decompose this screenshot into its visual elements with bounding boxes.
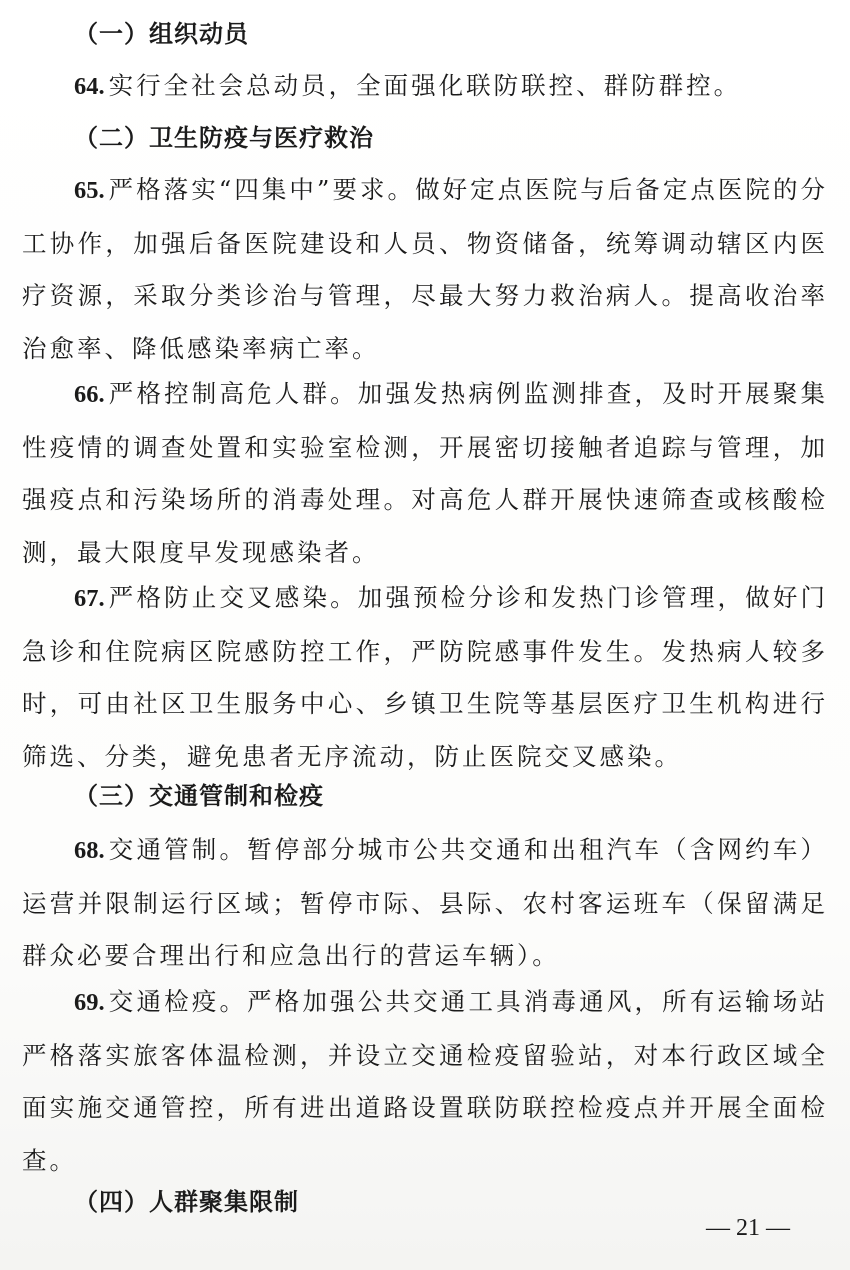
item-number: 69. bbox=[74, 989, 105, 1016]
item-text: 实行全社会总动员，全面强化联防联控、群防群控。 bbox=[108, 71, 742, 100]
item-text: 交通检疫。严格加强公共交通工具消毒通风，所有运输场站严格落实旅客体温检测，并设立交通检疫留验站，对本行政区域全面实施交通管控，所有进出道路设置联防联控检疫点并开展全面检查。 bbox=[22, 987, 828, 1176]
item-number: 67. bbox=[74, 585, 105, 612]
section-heading-traffic: （三）交通管制和检疫 bbox=[74, 782, 324, 810]
paragraph-item-68 bbox=[22, 824, 828, 983]
paragraph-item-69 bbox=[22, 976, 828, 1188]
item-text: 严格控制高危人群。加强发热病例监测排查，及时开展聚集性疫情的调查处置和实验室检测，开展密切接触者追踪与管理，加强疫点和污染场所的消毒处理。对高危人群开展快速筛查或核酸检测，最大限度早发现感染者。 bbox=[22, 379, 828, 568]
page-number: — 21 — bbox=[706, 1215, 790, 1241]
item-number: 64. bbox=[74, 73, 105, 100]
paragraph-item-66 bbox=[22, 368, 828, 580]
section-heading-gathering: （四）人群聚集限制 bbox=[74, 1188, 299, 1216]
item-text: 交通管制。暂停部分城市公共交通和出租汽车（含网约车）运营并限制运行区域；暂停市际、县际、农村客运班车（保留满足群众必要合理出行和应急出行的营运车辆）。 bbox=[22, 835, 828, 971]
item-number: 65. bbox=[74, 177, 105, 204]
item-text: 严格落实“四集中”要求。做好定点医院与后备定点医院的分工协作，加强后备医院建设和人员、物资储备，统筹调动辖区内医疗资源，采取分类诊治与管理，尽最大努力救治病人。提高收治率治愈率、降低感染率病亡率。 bbox=[22, 175, 828, 364]
item-number: 68. bbox=[74, 837, 105, 864]
paragraph-item-67 bbox=[22, 572, 828, 784]
item-number: 66. bbox=[74, 381, 105, 408]
section-heading-organization: （一）组织动员 bbox=[74, 20, 249, 48]
item-text: 严格防止交叉感染。加强预检分诊和发热门诊管理，做好门急诊和住院病区院感防控工作，严防院感事件发生。发热病人较多时，可由社区卫生服务中心、乡镇卫生院等基层医疗卫生机构进行筛选、分类，避免患者无序流动，防止医院交叉感染。 bbox=[22, 583, 828, 772]
paragraph-item-65 bbox=[22, 164, 828, 376]
section-heading-medical: （二）卫生防疫与医疗救治 bbox=[74, 124, 374, 152]
paragraph-item-64 bbox=[22, 60, 828, 114]
